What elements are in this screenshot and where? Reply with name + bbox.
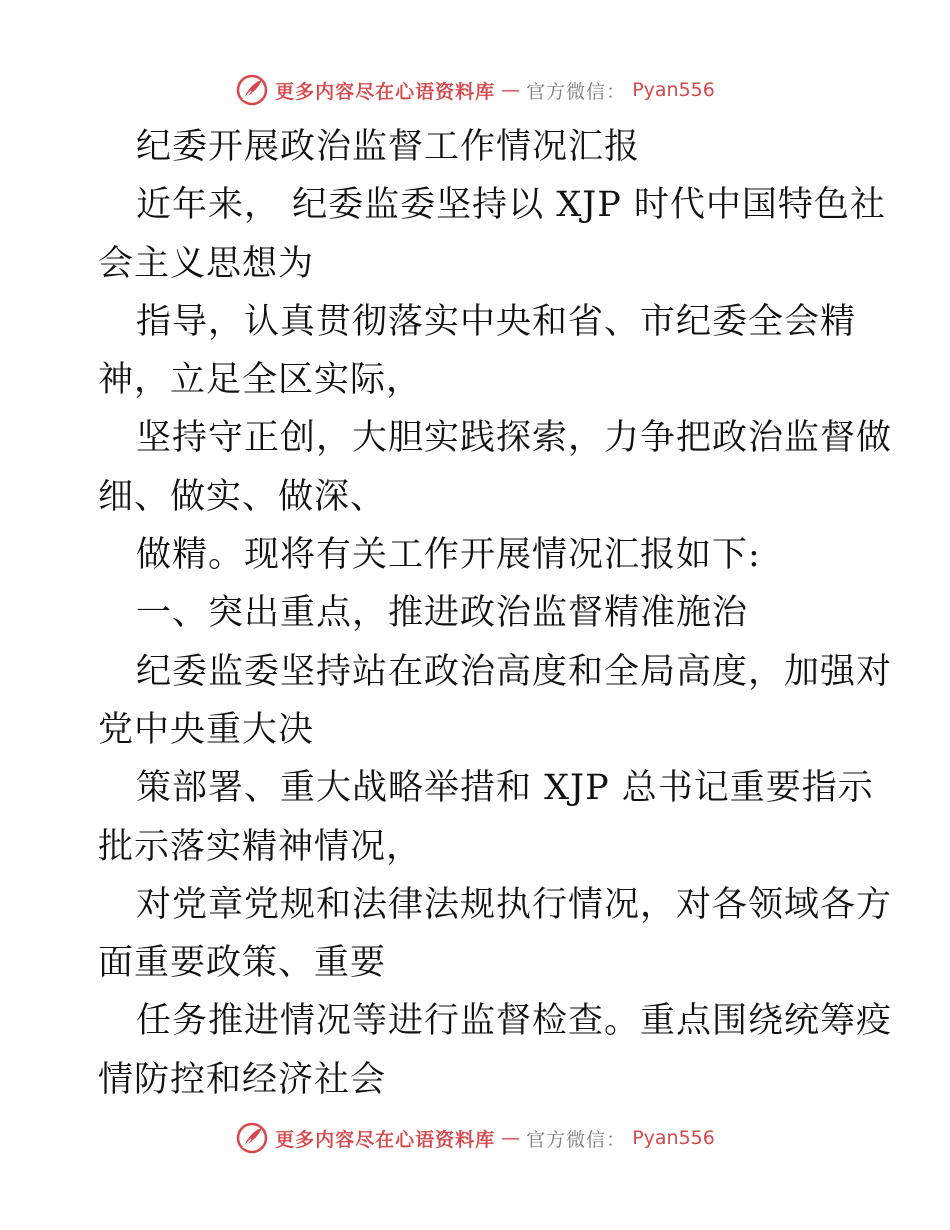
banner-text: 更多内容尽在心语资料库 bbox=[275, 80, 496, 103]
banner-dash: — bbox=[501, 79, 521, 101]
document-line: 批示落实精神情况， bbox=[98, 826, 423, 867]
document-title: 纪委开展政治监督工作情况汇报 bbox=[136, 127, 641, 167]
document-line: 对党章党规和法律法规执行情况，对各领域各方 bbox=[136, 884, 893, 925]
banner-official-label: 官方微信： bbox=[526, 80, 627, 103]
document-line: 党中央重大决 bbox=[98, 709, 315, 750]
banner-dash: — bbox=[501, 1127, 521, 1149]
footer-watermark-banner bbox=[0, 1118, 950, 1158]
document-line: 会主义思想为 bbox=[98, 243, 315, 284]
document-line: 任务推进情况等进行监督检查。重点围绕统筹疫 bbox=[136, 1001, 893, 1042]
feather-logo-icon bbox=[235, 1121, 269, 1155]
document-line: 近年来， 纪委监委坚持以 XJP 时代中国特色社 bbox=[136, 185, 886, 226]
document-line: 策部署、重大战略举措和 XJP 总书记重要指示 bbox=[136, 768, 874, 809]
banner-official-label: 官方微信： bbox=[526, 1128, 627, 1151]
feather-logo-icon bbox=[235, 73, 269, 107]
document-line: 神，立足全区实际， bbox=[98, 360, 423, 401]
document-line: 面重要政策、重要 bbox=[98, 943, 387, 984]
banner-text: 更多内容尽在心语资料库 bbox=[275, 1128, 496, 1151]
document-line: 坚持守正创，大胆实践探索，力争把政治监督做 bbox=[136, 418, 893, 459]
banner-wechat-id: Pyan556 bbox=[632, 79, 715, 101]
document-line: 指导，认真贯彻落实中央和省、市纪委全会精 bbox=[136, 301, 857, 342]
document-body bbox=[98, 118, 893, 1109]
document-line: 一、突出重点，推进政治监督精准施治 bbox=[136, 593, 749, 634]
document-line: 情防控和经济社会 bbox=[98, 1059, 387, 1100]
banner-wechat-id: Pyan556 bbox=[632, 1127, 715, 1149]
header-watermark-banner bbox=[0, 70, 950, 110]
document-line: 纪委监委坚持站在政治高度和全局高度，加强对 bbox=[136, 651, 893, 692]
document-line: 细、做实、做深、 bbox=[98, 476, 387, 517]
document-line: 做精。现将有关工作开展情况汇报如下: bbox=[136, 535, 761, 576]
